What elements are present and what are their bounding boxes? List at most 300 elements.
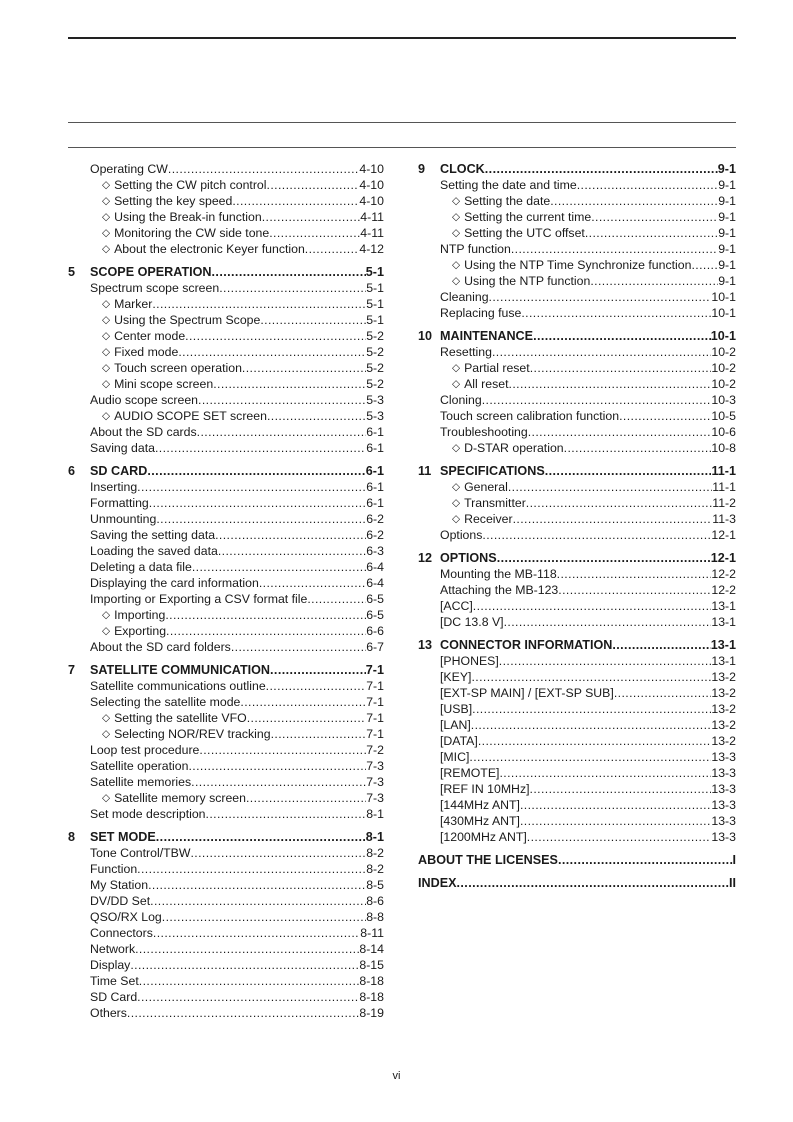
section-title: CONNECTOR INFORMATION xyxy=(440,638,613,652)
page-ref: 13-3 xyxy=(711,830,736,844)
page-ref: 9-1 xyxy=(718,258,736,272)
toc-entry[interactable] xyxy=(418,813,736,829)
entry-title: ◇ Using the Spectrum Scope xyxy=(102,313,261,327)
toc-entry-row xyxy=(440,424,736,440)
page-ref: 5-2 xyxy=(366,377,384,391)
toc-entry[interactable] xyxy=(418,392,736,408)
toc-entry-row xyxy=(90,424,384,440)
entry-title: Spectrum scope screen xyxy=(90,281,220,295)
page-ref: 5-2 xyxy=(366,345,384,359)
dot-leader xyxy=(473,598,712,614)
toc-entry[interactable] xyxy=(68,941,384,957)
toc-entry[interactable] xyxy=(68,909,384,925)
toc-entry[interactable] xyxy=(68,742,384,758)
entry-title: Cloning xyxy=(440,393,482,407)
page-ref: 10-1 xyxy=(710,329,736,343)
toc-entry[interactable] xyxy=(418,225,736,241)
toc-entry[interactable] xyxy=(418,305,736,321)
toc-section xyxy=(418,852,736,868)
entry-title: Importing or Exporting a CSV format file xyxy=(90,592,308,606)
toc-section xyxy=(418,161,736,321)
toc-entry-row xyxy=(90,973,384,989)
entry-title: Inserting xyxy=(90,480,138,494)
entry-title: Troubleshooting xyxy=(440,425,528,439)
page-ref: 6-7 xyxy=(366,640,384,654)
toc-entry-row xyxy=(90,758,384,774)
toc-entry[interactable] xyxy=(68,607,384,623)
diamond-icon: ◇ xyxy=(452,513,461,525)
dot-leader xyxy=(457,875,730,891)
dot-leader xyxy=(168,161,359,177)
toc-section xyxy=(68,264,384,456)
page-ref: 13-2 xyxy=(711,702,736,716)
toc-entry-row xyxy=(440,733,736,749)
entry-title: Others xyxy=(90,1006,127,1020)
dot-leader xyxy=(558,852,733,868)
toc-entry-row xyxy=(90,742,384,758)
dot-leader xyxy=(504,614,712,630)
page-ref: 8-2 xyxy=(366,862,384,876)
diamond-icon: ◇ xyxy=(102,314,111,326)
toc-entry[interactable] xyxy=(68,1005,384,1021)
toc-entry[interactable] xyxy=(68,495,384,511)
toc-entry[interactable] xyxy=(418,177,736,193)
dot-leader xyxy=(147,463,365,479)
dot-leader xyxy=(305,241,360,257)
toc-entry[interactable] xyxy=(68,726,384,742)
dot-leader xyxy=(520,813,711,829)
toc-entry[interactable] xyxy=(68,344,384,360)
dot-leader xyxy=(165,607,366,623)
page-ref: 7-2 xyxy=(366,743,384,757)
dot-leader xyxy=(513,511,713,527)
toc-section-heading[interactable] xyxy=(68,463,384,479)
page-ref: 7-3 xyxy=(366,775,384,789)
toc-entry-row xyxy=(440,527,736,543)
section-number: 8 xyxy=(68,830,76,844)
dot-leader xyxy=(471,717,712,733)
toc-entry[interactable] xyxy=(418,749,736,765)
entry-title: ◇ Receiver xyxy=(452,512,513,526)
dot-leader xyxy=(155,440,366,456)
toc-entry[interactable] xyxy=(418,193,736,209)
diamond-icon: ◇ xyxy=(452,195,461,207)
dot-leader xyxy=(192,559,366,575)
entry-title: ◇ Setting the current time xyxy=(452,210,592,224)
toc-entry[interactable] xyxy=(418,614,736,630)
dot-leader xyxy=(557,566,712,582)
entry-title: ◇ Exporting xyxy=(102,624,167,638)
toc-entry[interactable] xyxy=(68,639,384,655)
toc-entry[interactable] xyxy=(68,678,384,694)
dot-leader xyxy=(150,893,366,909)
entry-title: Audio scope screen xyxy=(90,393,199,407)
toc-entry-row xyxy=(90,925,384,941)
toc-entry[interactable] xyxy=(418,797,736,813)
page-ref: 11-2 xyxy=(712,496,736,510)
toc-entry[interactable] xyxy=(68,758,384,774)
page-ref: 10-2 xyxy=(711,345,736,359)
section-number: 9 xyxy=(418,162,426,176)
page-ref: 11-1 xyxy=(712,480,736,494)
toc-entry[interactable] xyxy=(418,479,736,495)
toc-entry-row xyxy=(90,527,384,543)
page-ref: 7-1 xyxy=(366,679,384,693)
dot-leader xyxy=(528,424,712,440)
toc-entry[interactable] xyxy=(418,440,736,456)
entry-title: Mounting the MB-118 xyxy=(440,567,557,581)
diamond-icon: ◇ xyxy=(452,211,461,223)
entry-title: Function xyxy=(90,862,138,876)
dot-leader xyxy=(212,264,366,280)
toc-entry[interactable] xyxy=(68,177,384,193)
page-ref: 9-1 xyxy=(718,226,736,240)
dot-leader xyxy=(585,225,718,241)
section-number: 12 xyxy=(418,551,433,565)
dot-leader xyxy=(231,639,366,655)
page-ref: 10-8 xyxy=(711,441,736,455)
toc-entry[interactable] xyxy=(68,527,384,543)
toc-section-heading[interactable] xyxy=(418,637,736,653)
page-ref: 13-1 xyxy=(711,599,736,613)
entry-title: QSO/RX Log xyxy=(90,910,162,924)
entry-title: ◇ Selecting NOR/REV tracking xyxy=(102,727,271,741)
toc-entry[interactable] xyxy=(68,877,384,893)
dot-leader xyxy=(521,305,711,321)
entry-title: Connectors xyxy=(90,926,153,940)
dot-leader xyxy=(185,328,366,344)
toc-entry[interactable] xyxy=(68,845,384,861)
toc-entry[interactable] xyxy=(418,360,736,376)
entry-title: ◇ Using the Break-in function xyxy=(102,210,262,224)
toc-entry[interactable] xyxy=(418,273,736,289)
toc-section-heading[interactable] xyxy=(68,829,384,845)
entry-title: ◇ Using the NTP function xyxy=(452,274,591,288)
toc-entry[interactable] xyxy=(68,543,384,559)
toc-entry-row xyxy=(90,511,384,527)
dot-leader xyxy=(178,344,366,360)
toc-entry[interactable] xyxy=(418,566,736,582)
entry-title: Formatting xyxy=(90,496,149,510)
page-ref: 7-1 xyxy=(366,727,384,741)
toc-entry[interactable] xyxy=(68,861,384,877)
toc-entry[interactable] xyxy=(418,582,736,598)
toc-entry[interactable] xyxy=(68,710,384,726)
toc-entry[interactable] xyxy=(68,161,384,177)
toc-section-heading[interactable] xyxy=(418,463,736,479)
page-ref: 9-1 xyxy=(717,162,736,176)
toc-entry-row xyxy=(418,852,736,868)
toc-entry-row xyxy=(440,653,736,669)
toc-entry-row xyxy=(440,566,736,582)
section-number: 10 xyxy=(418,329,433,343)
toc-entry[interactable] xyxy=(68,806,384,822)
toc-entry[interactable] xyxy=(68,694,384,710)
toc-entry[interactable] xyxy=(418,344,736,360)
page-ref: 7-1 xyxy=(365,663,384,677)
dot-leader xyxy=(691,257,718,273)
toc-entry[interactable] xyxy=(418,511,736,527)
toc-entry[interactable] xyxy=(418,408,736,424)
entry-title: SD Card xyxy=(90,990,138,1004)
toc-entry-row xyxy=(440,813,736,829)
toc-section-heading[interactable] xyxy=(418,550,736,566)
dot-leader xyxy=(262,209,361,225)
page-ref: 13-2 xyxy=(711,686,736,700)
toc-entry[interactable] xyxy=(68,328,384,344)
toc-section-heading[interactable] xyxy=(418,852,736,868)
dot-leader xyxy=(577,177,718,193)
toc-entry[interactable] xyxy=(418,717,736,733)
toc-entry-row xyxy=(90,678,384,694)
toc-entry[interactable] xyxy=(68,296,384,312)
entry-title: [REF IN 10MHz] xyxy=(440,782,530,796)
toc-entry-row xyxy=(440,328,736,344)
toc-entry[interactable] xyxy=(68,408,384,424)
section-number: 5 xyxy=(68,265,76,279)
toc-entry-row xyxy=(90,774,384,790)
dot-leader xyxy=(166,623,366,639)
toc-entry[interactable] xyxy=(68,312,384,328)
entry-title: Tone Control/TBW xyxy=(90,846,191,860)
toc-entry[interactable] xyxy=(418,733,736,749)
toc-entry-row xyxy=(440,161,736,177)
entry-title: ◇ Setting the satellite VFO xyxy=(102,711,247,725)
diamond-icon: ◇ xyxy=(452,378,461,390)
diamond-icon: ◇ xyxy=(102,211,111,223)
page-ref: 4-11 xyxy=(360,210,384,224)
toc-entry[interactable] xyxy=(68,392,384,408)
page-ref: 8-11 xyxy=(360,926,384,940)
toc-entry[interactable] xyxy=(68,957,384,973)
entry-title: Display xyxy=(90,958,131,972)
toc-entry-row xyxy=(440,177,736,193)
diamond-icon: ◇ xyxy=(102,378,111,390)
page-ref: 13-3 xyxy=(711,798,736,812)
toc-section xyxy=(68,463,384,655)
toc-entry[interactable] xyxy=(418,209,736,225)
page-ref: 8-1 xyxy=(365,830,384,844)
toc-entry[interactable] xyxy=(418,289,736,305)
toc-entry[interactable] xyxy=(68,424,384,440)
toc-entry-row xyxy=(452,193,736,210)
toc-entry[interactable] xyxy=(68,241,384,257)
toc-entry-row xyxy=(440,408,736,424)
toc-entry-row xyxy=(102,344,384,361)
dot-leader xyxy=(307,591,366,607)
entry-title: ◇ Satellite memory screen xyxy=(102,791,246,805)
entry-title: Setting the date and time xyxy=(440,178,577,192)
page-ref: 10-1 xyxy=(711,290,736,304)
dot-leader xyxy=(162,909,366,925)
dot-leader xyxy=(149,495,366,511)
page-ref: 5-2 xyxy=(366,361,384,375)
page-ref: 13-1 xyxy=(711,615,736,629)
toc-entry[interactable] xyxy=(68,360,384,376)
entry-title: ◇ Setting the UTC offset xyxy=(452,226,585,240)
toc-entry[interactable] xyxy=(418,781,736,797)
section-title: OPTIONS xyxy=(440,551,497,565)
entry-title: [USB] xyxy=(440,702,473,716)
toc-entry-row xyxy=(90,909,384,925)
section-title: SD CARD xyxy=(90,464,148,478)
entry-title: [ACC] xyxy=(440,599,473,613)
dot-leader xyxy=(558,582,711,598)
toc-entry[interactable] xyxy=(68,623,384,639)
page-ref: 7-1 xyxy=(366,711,384,725)
dot-leader xyxy=(137,479,366,495)
toc-entry-row xyxy=(452,376,736,393)
toc-entry[interactable] xyxy=(68,440,384,456)
entry-title: Satellite communications outline xyxy=(90,679,266,693)
entry-title: ◇ Using the NTP Time Synchronize function xyxy=(452,258,692,272)
diamond-icon: ◇ xyxy=(102,346,111,358)
entry-title: [144MHz ANT] xyxy=(440,798,520,812)
toc-entry[interactable] xyxy=(68,280,384,296)
toc-section-heading[interactable] xyxy=(418,328,736,344)
dot-leader xyxy=(232,193,359,209)
toc-section xyxy=(68,161,384,257)
toc-entry-row xyxy=(90,575,384,591)
toc-entry-row xyxy=(440,550,736,566)
entry-title: Satellite operation xyxy=(90,759,189,773)
toc-entry-row xyxy=(452,209,736,226)
page-ref: I xyxy=(732,853,736,867)
diamond-icon: ◇ xyxy=(102,712,111,724)
toc-entry-row xyxy=(90,1005,384,1021)
entry-title: [DC 13.8 V] xyxy=(440,615,504,629)
toc-entry[interactable] xyxy=(418,685,736,701)
page-ref: 9-1 xyxy=(718,194,736,208)
toc-entry-row xyxy=(90,591,384,607)
toc-entry-row xyxy=(440,717,736,733)
entry-title: ◇ Setting the date xyxy=(452,194,551,208)
toc-entry-row xyxy=(90,829,384,845)
toc-entry-row xyxy=(102,177,384,194)
page-ref: 5-1 xyxy=(366,313,384,327)
dot-leader xyxy=(242,360,366,376)
toc-entry-row xyxy=(452,495,736,512)
toc-section-heading[interactable] xyxy=(68,662,384,678)
page-ref: 13-3 xyxy=(711,814,736,828)
toc-entry[interactable] xyxy=(68,511,384,527)
toc-entry[interactable] xyxy=(68,479,384,495)
toc-entry[interactable] xyxy=(68,893,384,909)
diamond-icon: ◇ xyxy=(102,792,111,804)
toc-entry-row xyxy=(102,328,384,345)
toc-entry[interactable] xyxy=(68,973,384,989)
diamond-icon: ◇ xyxy=(102,728,111,740)
dot-leader xyxy=(247,710,367,726)
toc-entry-row xyxy=(102,376,384,393)
toc-section-heading[interactable] xyxy=(418,161,736,177)
page-ref: 10-1 xyxy=(711,306,736,320)
page-ref: 6-1 xyxy=(366,480,384,494)
toc-entry[interactable] xyxy=(418,527,736,543)
toc-entry[interactable] xyxy=(418,765,736,781)
toc-left-column xyxy=(68,161,384,1028)
page-ref: 6-1 xyxy=(365,464,384,478)
toc-entry[interactable] xyxy=(418,669,736,685)
toc-entry-row xyxy=(102,790,384,807)
toc-entry[interactable] xyxy=(68,559,384,575)
toc-entry[interactable] xyxy=(68,925,384,941)
diamond-icon: ◇ xyxy=(102,410,111,422)
diamond-icon: ◇ xyxy=(452,275,461,287)
dot-leader xyxy=(152,296,366,312)
entry-title: ◇ Marker xyxy=(102,297,153,311)
toc-entry-row xyxy=(452,511,736,528)
toc-entry-row xyxy=(90,806,384,822)
toc-entry[interactable] xyxy=(418,653,736,669)
page-ref: 6-6 xyxy=(366,624,384,638)
toc-entry[interactable] xyxy=(418,376,736,392)
entry-title: Time Set xyxy=(90,974,139,988)
dot-leader xyxy=(472,701,711,717)
toc-entry[interactable] xyxy=(68,376,384,392)
entry-title: Options xyxy=(440,528,483,542)
toc-entry[interactable] xyxy=(418,424,736,440)
page-ref: 6-5 xyxy=(366,592,384,606)
entry-title: ◇ About the electronic Keyer function xyxy=(102,242,305,256)
toc-section xyxy=(418,463,736,543)
toc-entry[interactable] xyxy=(418,598,736,614)
page-ref: 6-2 xyxy=(366,528,384,542)
page-ref: 11-3 xyxy=(712,512,736,526)
toc-entry[interactable] xyxy=(68,575,384,591)
page-ref: 5-2 xyxy=(366,329,384,343)
toc-entry[interactable] xyxy=(418,257,736,273)
toc-entry[interactable] xyxy=(68,591,384,607)
entry-title: ◇ Touch screen operation xyxy=(102,361,242,375)
toc-entry[interactable] xyxy=(68,774,384,790)
toc-entry-row xyxy=(90,861,384,877)
toc-entry[interactable] xyxy=(68,225,384,241)
page-ref: 6-1 xyxy=(366,425,384,439)
entry-title: Loading the saved data xyxy=(90,544,218,558)
dot-leader xyxy=(545,463,712,479)
toc-entry-row xyxy=(90,543,384,559)
entry-title: Loop test procedure xyxy=(90,743,200,757)
toc-section xyxy=(68,662,384,822)
toc-entry[interactable] xyxy=(418,701,736,717)
page-ref: 6-4 xyxy=(366,560,384,574)
diamond-icon: ◇ xyxy=(102,227,111,239)
toc-entry-row xyxy=(440,344,736,360)
toc-section-heading[interactable] xyxy=(68,264,384,280)
toc-entry-row xyxy=(440,797,736,813)
toc-entry[interactable] xyxy=(68,790,384,806)
diamond-icon: ◇ xyxy=(452,259,461,271)
toc-entry-row xyxy=(440,749,736,765)
toc-entry[interactable] xyxy=(68,989,384,1005)
toc-entry[interactable] xyxy=(418,495,736,511)
entry-title: [DATA] xyxy=(440,734,478,748)
page-ref: 13-2 xyxy=(711,734,736,748)
entry-title: ◇ Mini scope screen xyxy=(102,377,214,391)
toc-entry[interactable] xyxy=(418,829,736,845)
dot-leader xyxy=(266,678,367,694)
toc-entry[interactable] xyxy=(68,193,384,209)
toc-entry[interactable] xyxy=(418,241,736,257)
entry-title: Resetting xyxy=(440,345,492,359)
toc-section-heading[interactable] xyxy=(418,875,736,891)
page-ref: 4-12 xyxy=(359,242,384,256)
toc-entry[interactable] xyxy=(68,209,384,225)
toc-entry-row xyxy=(452,360,736,377)
page-ref: 5-1 xyxy=(365,265,384,279)
entry-title: ◇ D-STAR operation xyxy=(452,441,564,455)
